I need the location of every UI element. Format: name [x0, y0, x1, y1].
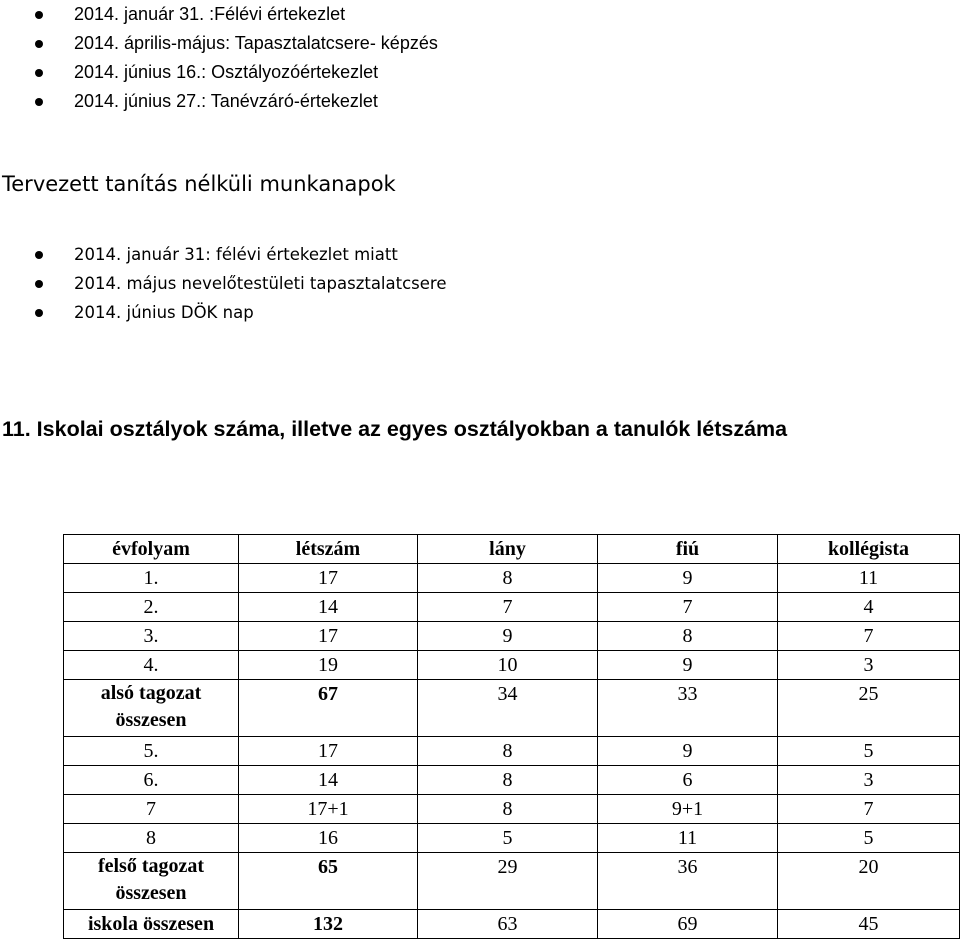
list-item-text: 2014. június DÖK nap — [74, 303, 254, 322]
table-cell: 3 — [778, 766, 960, 795]
table-cell: 17 — [239, 622, 418, 651]
table-cell: 8 — [418, 795, 598, 824]
list-item-text: 2014. május nevelőtestületi tapasztalatcsere — [74, 274, 447, 293]
table-cell: 33 — [598, 680, 778, 737]
table-cell: 4 — [778, 593, 960, 622]
table-cell: 9 — [598, 651, 778, 680]
table-cell: 69 — [598, 910, 778, 939]
list-item — [0, 87, 438, 116]
bullet-icon — [35, 251, 43, 259]
table-cell: 3. — [64, 622, 239, 651]
table-cell: 5 — [418, 824, 598, 853]
table-cell: alsó tagozat összesen — [64, 680, 239, 737]
table-row — [64, 766, 960, 795]
bullet-icon — [35, 98, 43, 106]
column-header: évfolyam — [64, 535, 239, 564]
table-cell: 17+1 — [239, 795, 418, 824]
table-row-total — [64, 910, 960, 939]
class-statistics-table — [63, 534, 960, 939]
bullet-icon — [35, 69, 43, 77]
table-row-subtotal — [64, 680, 960, 737]
table-cell: 8 — [418, 564, 598, 593]
bullet-icon — [35, 40, 43, 48]
column-header: kollégista — [778, 535, 960, 564]
list-item-text: 2014. június 27.: Tanévzáró-értekezlet — [74, 91, 378, 111]
table-cell: 8 — [418, 737, 598, 766]
section-heading-classes: 11. Iskolai osztályok száma, illetve az egyes osztályokban a tanulók létszáma — [2, 417, 788, 441]
table-cell: 25 — [778, 680, 960, 737]
table-cell: felső tagozat összesen — [64, 853, 239, 910]
table-cell: 6 — [598, 766, 778, 795]
column-header: fiú — [598, 535, 778, 564]
table-row — [64, 593, 960, 622]
table-cell: 10 — [418, 651, 598, 680]
table-cell: 16 — [239, 824, 418, 853]
list-item — [0, 29, 438, 58]
list-item — [0, 298, 447, 327]
table-cell: 9 — [598, 564, 778, 593]
list-item-text: 2014. június 16.: Osztályozóértekezlet — [74, 62, 379, 82]
list-item — [0, 269, 447, 298]
table-cell: 45 — [778, 910, 960, 939]
table-cell: 7 — [418, 593, 598, 622]
table-cell: 11 — [598, 824, 778, 853]
table-cell: 7 — [778, 795, 960, 824]
table-cell: 9 — [598, 737, 778, 766]
table-cell: 29 — [418, 853, 598, 910]
list-item — [0, 240, 447, 269]
table-cell: 36 — [598, 853, 778, 910]
table-cell: 17 — [239, 564, 418, 593]
workdays-list — [0, 240, 447, 327]
table-cell: 67 — [239, 680, 418, 737]
list-item-text: 2014. január 31. :Félévi értekezlet — [74, 4, 346, 24]
table-cell: 3 — [778, 651, 960, 680]
table-row — [64, 795, 960, 824]
table-cell: 34 — [418, 680, 598, 737]
column-header: lány — [418, 535, 598, 564]
table-cell: 8 — [598, 622, 778, 651]
table-row — [64, 622, 960, 651]
table-cell: iskola összesen — [64, 910, 239, 939]
table-cell: 6. — [64, 766, 239, 795]
table-cell: 5 — [778, 737, 960, 766]
table-cell: 1. — [64, 564, 239, 593]
table-cell: 11 — [778, 564, 960, 593]
list-item — [0, 0, 438, 29]
table-cell: 19 — [239, 651, 418, 680]
bullet-icon — [35, 280, 43, 288]
table-cell: 7 — [778, 622, 960, 651]
table-header-row — [64, 535, 960, 564]
table-cell: 14 — [239, 593, 418, 622]
table-row-subtotal — [64, 853, 960, 910]
table-cell: 20 — [778, 853, 960, 910]
table-cell: 5. — [64, 737, 239, 766]
table-row — [64, 824, 960, 853]
list-item-text: 2014. január 31: félévi értekezlet miatt — [74, 245, 398, 264]
table-row — [64, 737, 960, 766]
schedule-list — [0, 0, 438, 116]
table-cell: 8 — [418, 766, 598, 795]
table-cell: 5 — [778, 824, 960, 853]
table-cell: 7 — [598, 593, 778, 622]
table-cell: 9 — [418, 622, 598, 651]
table-cell: 132 — [239, 910, 418, 939]
table-row — [64, 564, 960, 593]
table-cell: 14 — [239, 766, 418, 795]
bullet-icon — [35, 11, 43, 19]
column-header: létszám — [239, 535, 418, 564]
section-heading-workdays: Tervezett tanítás nélküli munkanapok — [2, 172, 396, 196]
table-cell: 7 — [64, 795, 239, 824]
table-cell: 65 — [239, 853, 418, 910]
bullet-icon — [35, 309, 43, 317]
list-item — [0, 58, 438, 87]
table-cell: 17 — [239, 737, 418, 766]
table-cell: 63 — [418, 910, 598, 939]
list-item-text: 2014. április-május: Tapasztalatcsere- képzés — [74, 33, 438, 53]
table-cell: 4. — [64, 651, 239, 680]
table-cell: 9+1 — [598, 795, 778, 824]
table-cell: 8 — [64, 824, 239, 853]
table-cell: 2. — [64, 593, 239, 622]
table-row — [64, 651, 960, 680]
